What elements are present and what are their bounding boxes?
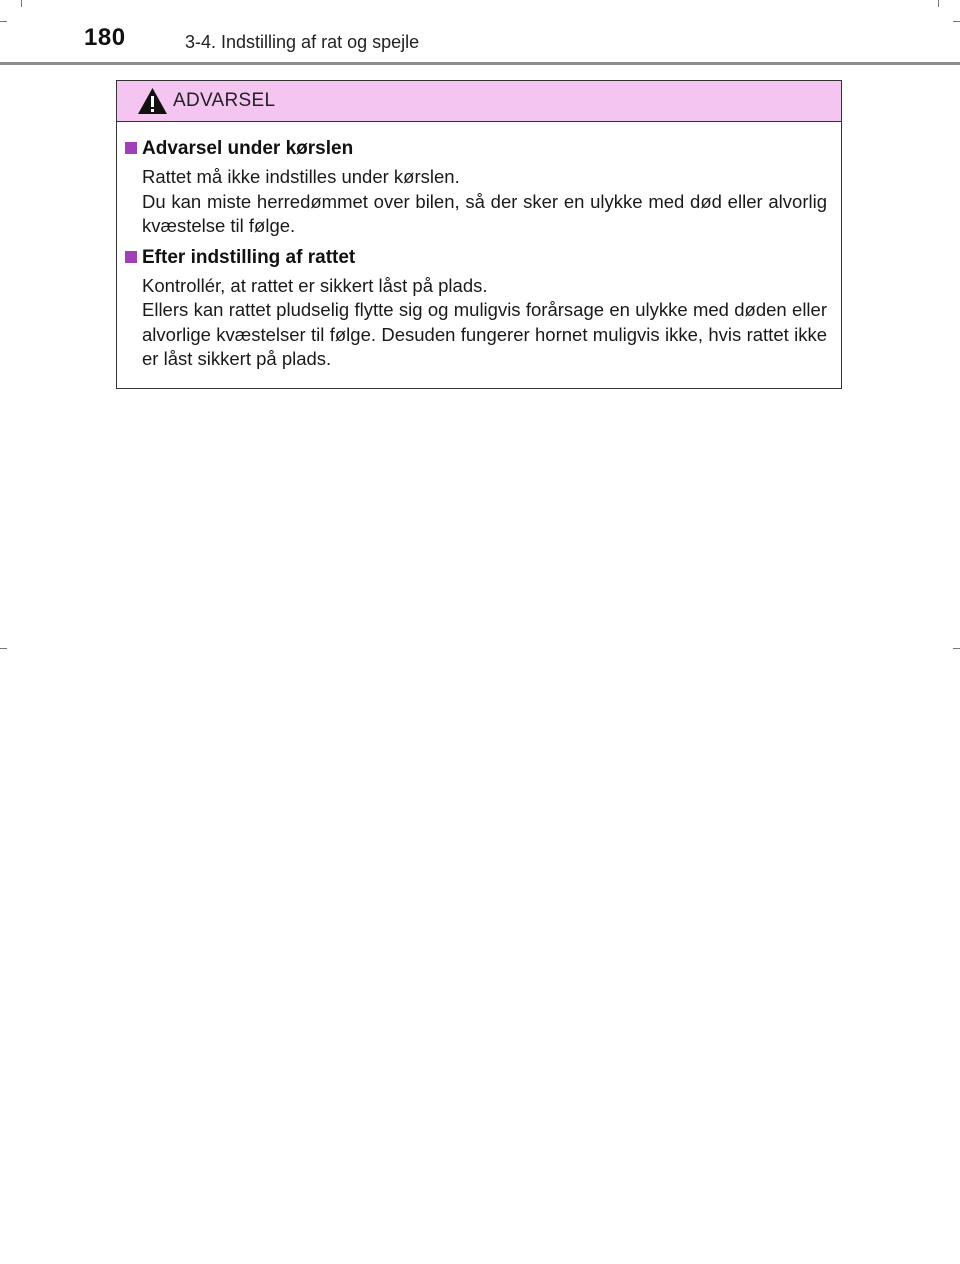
item-heading (117, 136, 827, 162)
warning-item (117, 136, 827, 239)
warning-title: ADVARSEL (173, 90, 276, 111)
page-number: 180 (84, 24, 126, 51)
square-bullet-icon (125, 251, 137, 263)
item-text (117, 274, 827, 372)
crop-mark (0, 21, 7, 22)
square-bullet-icon (125, 142, 137, 154)
crop-mark (953, 21, 960, 22)
item-heading-text: Advarsel under kørslen (142, 138, 354, 159)
crop-mark (953, 648, 960, 649)
warning-item (117, 245, 827, 372)
paragraph: Du kan miste herredømmet over bilen, så der sker en ulykke med død eller alvorlig kvæstelse til følge. (142, 190, 827, 236)
paragraph: Kontrollér, at rattet er sikkert låst på plads. (142, 274, 488, 296)
item-heading-text: Efter indstilling af rattet (142, 246, 356, 268)
paragraph: Rattet må ikke indstilles under kørslen. (142, 166, 460, 187)
crop-mark (938, 0, 939, 7)
warning-body (117, 122, 841, 372)
warning-box (116, 80, 842, 389)
warning-triangle-icon (137, 87, 168, 115)
paragraph: Ellers kan rattet pludselig flytte sig og muligvis forårsage en ulykke med døden eller alvorlige kvæstelser til følge. Desuden fungerer hornet muligvis ikke, hvis rattet ikke er låst sikkert på plads. (142, 299, 827, 369)
warning-header (117, 81, 841, 122)
crop-mark (0, 648, 7, 649)
header-rule (0, 62, 960, 65)
crop-mark (21, 0, 22, 7)
item-heading (117, 245, 827, 271)
item-text (117, 165, 827, 239)
section-title: 3-4. Indstilling af rat og spejle (185, 32, 420, 52)
